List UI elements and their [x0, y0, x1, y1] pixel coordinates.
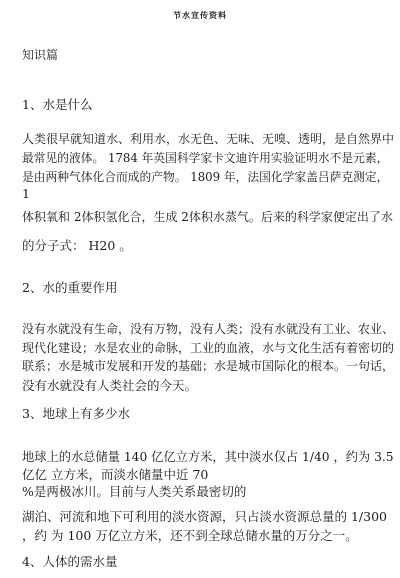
section-1-line-1: 人类很早就知道水、利用水，水无色、无味、无嗅、透明，是自然界中	[22, 132, 395, 146]
section-1-line-2: 最常见的液体。 1784 年英国科学家卡文迪许用实验证明水不是元素，	[22, 151, 389, 165]
page-title: 节水宣传资料	[173, 10, 227, 20]
section-2-line-3: 联系；水是城市发展和开发的基础；水是城市国际化的根本。一句话，	[22, 359, 395, 373]
section-3-line-2: 亿亿 立方米，而淡水储量中近 70	[22, 467, 209, 482]
page-subtitle: 知识篇	[22, 48, 59, 62]
section-3-line-4: 湖泊、河流和地下可利用的淡水资源，只占淡水资源总量的 1/300	[22, 509, 387, 524]
section-3-line-3: %是两极冰川。目前与人类关系最密切的	[22, 484, 247, 499]
section-1-heading: 1、水是什么	[22, 97, 93, 112]
section-3-line-5: ，约 为 100 万亿立方米，还不到全球总储水量的万分之一。	[22, 528, 358, 543]
section-1-line-5: 体积氧和 2体积氢化合，生成 2体积水蒸气。后来的科学家便定出了水	[22, 210, 393, 224]
section-3-line-1: 地球上的水总储量 140 亿亿立方米，其中淡水仅占 1/40 ，约为 3.5	[22, 450, 394, 464]
section-2-line-2: 现代化建设；水是农业的命脉，工业的血液，水与文化生活有着密切的	[22, 341, 395, 355]
section-4-heading: 4、人体的需水量	[22, 554, 118, 569]
section-3-heading: 3、地球上有多少水	[22, 406, 130, 421]
section-1-line-6: 的分子式： H20 。	[22, 238, 132, 253]
section-1-line-4: 1	[22, 186, 30, 201]
section-2-heading: 2、水的重要作用	[22, 280, 118, 295]
section-1-line-3: 是由两种气体化合而成的产物。 1809 年，法国化学家盖吕萨克测定，	[22, 170, 389, 184]
section-2-line-4: 没有水就没有人类社会的今天。	[22, 378, 198, 393]
section-2-line-1: 没有水就没有生命，没有万物，没有人类；没有水就没有工业、农业、	[22, 322, 395, 336]
